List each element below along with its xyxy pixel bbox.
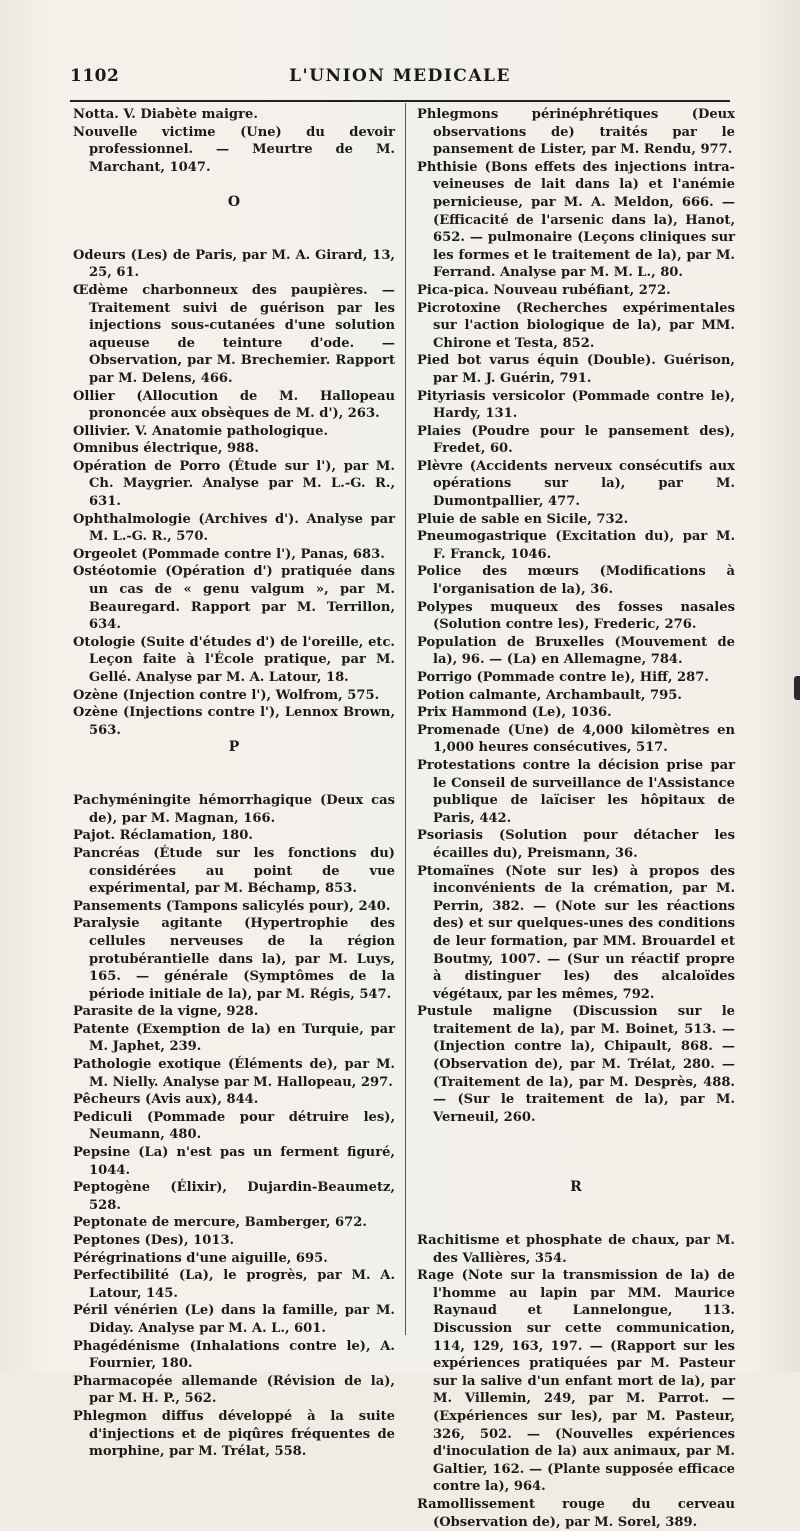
- section-letter-o: O: [227, 193, 241, 210]
- header-rule: [70, 100, 730, 102]
- index-entry: Pediculi (Pommade pour détruire les), Neumann, 480.: [73, 1109, 395, 1143]
- index-entry: Otologie (Suite d'études d') de l'oreille, etc. Leçon faite à l'École pratique, par M. Gellé. Analyse par M. A. Latour, 18.: [73, 634, 395, 685]
- index-entry: Pachyméningite hémorrhagique (Deux cas de), par M. Magnan, 166.: [73, 793, 395, 826]
- index-entry: Polypes muqueux des fosses nasales (Solution contre les), Frederic, 276.: [417, 599, 735, 633]
- index-entry: Pustule maligne (Discussion sur le traitement de la), par M. Boinet, 513. — (Injection contre la), Chipault, 868. — (Observation de), par M. Trélat, 280. — (Traitement de la), par M. Desprès, 488. — (Sur le traitement de la), par M. Verneuil, 260.: [417, 1004, 735, 1125]
- index-entry: Psoriasis (Solution pour détacher les écailles du), Preismann, 36.: [417, 828, 735, 861]
- index-entry: Ollier (Allocution de M. Hallopeau prononcée aux obsèques de M. d'), 263.: [73, 388, 395, 422]
- index-entry: Pansements (Tampons salicylés pour), 240.: [73, 898, 391, 914]
- index-entry: Peptones (Des), 1013.: [73, 1233, 235, 1248]
- index-entry: Œdème charbonneux des paupières. — Traitement suivi de guérison par les injections sous-cutanées d'une solution aqueuse de teinture d'ode. — Observation, par M. Brechemier. Rapport par M. Delens, 466.: [73, 282, 395, 386]
- index-entry: Ramollissement rouge du cerveau (Observation de), par M. Sorel, 389.: [417, 1496, 735, 1530]
- index-entry: Picrotoxine (Recherches expérimentales sur l'action biologique de la), par MM. Chirone et Testa, 852.: [417, 300, 735, 351]
- index-entry: Porrigo (Pommade contre le), Hiff, 287.: [417, 670, 709, 685]
- index-entry: Promenade (Une) de 4,000 kilomètres en 1,000 heures consécutives, 517.: [417, 722, 735, 756]
- index-entry: Population de Bruxelles (Mouvement de la), 96. — (La) en Allemagne, 784.: [417, 634, 735, 668]
- index-entry: Péril vénérien (Le) dans la famille, par M. Diday. Analyse par M. A. L., 601.: [73, 1303, 395, 1336]
- index-entry: Ptomaïnes (Note sur les) à propos des inconvénients de la crémation, par M. Perrin, 382. — (Note sur les réactions des) et sur quelques-unes des conditions de leur formation, par MM. Brouardel et Boutmy, 1007. — (Sur un réactif propre à distinguer les) des alcaloïdes végétaux, par les mêmes, 792.: [417, 863, 735, 1002]
- index-entry: Pneumogastrique (Excitation du), par M. F. Franck, 1046.: [417, 529, 735, 562]
- index-entry: Pérégrinations d'une aiguille, 695.: [73, 1250, 328, 1266]
- index-entry: Nouvelle victime (Une) du devoir professionnel. — Meurtre de M. Marchant, 1047.: [73, 124, 395, 175]
- index-entry: Pepsine (La) n'est pas un ferment figuré, 1044.: [73, 1145, 395, 1178]
- index-entry: Omnibus électrique, 988.: [73, 441, 259, 457]
- running-title: L'UNION MEDICALE: [289, 66, 511, 86]
- right-column: [417, 106, 735, 1530]
- index-entry: Pajot. Réclamation, 180.: [73, 828, 253, 844]
- index-entry: Peptonate de mercure, Bamberger, 672.: [73, 1215, 367, 1231]
- index-entry: Phthisie (Bons effets des injections intra-veineuses de lait dans la) et l'anémie pernicieuse, par M. A. Meldon, 666. — (Efficacité de l'arsenic dans la), Hanot, 652. — pulmonaire (Leçons cliniques sur les formes et le traitement de la), par M. Ferrand. Analyse par M. M. L., 80.: [417, 159, 735, 281]
- index-entry: Notta. V. Diabète maigre.: [73, 107, 258, 122]
- index-entry: Phlegmon diffus développé à la suite d'injections et de piqûres fréquentes de morphine, par M. Trélat, 558.: [73, 1408, 395, 1460]
- index-entry: Opération de Porro (Étude sur l'), par M. Ch. Maygrier. Analyse par M. L.-G. R., 631.: [73, 458, 395, 510]
- index-entry: Ostéotomie (Opération d') pratiquée dans un cas de « genu valgum », par M. Beauregard. Rapport par M. Terrillon, 634.: [73, 564, 395, 633]
- index-entry: Phagédénisme (Inhalations contre le), A. Fournier, 180.: [73, 1338, 395, 1372]
- page-edge-mark: [794, 676, 800, 700]
- index-entry: Ollivier. V. Anatomie pathologique.: [73, 423, 329, 439]
- index-entry: Odeurs (Les) de Paris, par M. A. Girard, 13, 25, 61.: [73, 247, 395, 281]
- index-entry: Police des mœurs (Modifications à l'organisation de la), 36.: [417, 564, 735, 598]
- index-entry: Plaies (Poudre pour le pansement des), Fredet, 60.: [417, 423, 735, 457]
- index-entry: Parasite de la vigne, 928.: [73, 1004, 259, 1020]
- section-letter-p: P: [228, 739, 240, 756]
- index-entry: Pluie de sable en Sicile, 732.: [417, 511, 629, 527]
- index-entry: Patente (Exemption de la) en Turquie, par M. Japhet, 239.: [73, 1021, 395, 1055]
- index-entry: Potion calmante, Archambault, 795.: [417, 687, 682, 703]
- section-letter-r: R: [570, 1179, 582, 1196]
- index-entry: Rachitisme et phosphate de chaux, par M. des Vallières, 354.: [417, 1233, 735, 1266]
- column-divider: [405, 103, 406, 1335]
- index-entry: Phlegmons périnéphrétiques (Deux observations de) traités par le pansement de Lister, par M. Rendu, 977.: [417, 107, 735, 158]
- index-entry: Plèvre (Accidents nerveux consécutifs aux opérations sur la), par M. Dumontpallier, 477.: [417, 458, 735, 510]
- index-entry: Paralysie agitante (Hypertrophie des cellules nerveuses de la région protubérantielle dans la), par M. Luys, 165. — générale (Symptômes de la période initiale de la), par M. Régis, 547.: [73, 916, 395, 1002]
- index-entry: Pharmacopée allemande (Révision de la), par M. H. P., 562.: [73, 1373, 395, 1407]
- index-entry: Pancréas (Étude sur les fonctions du) considérées au point de vue expérimental, par M. Béchamp, 853.: [73, 845, 395, 897]
- index-entry: Pêcheurs (Avis aux), 844.: [73, 1092, 259, 1108]
- left-column: [73, 106, 395, 1460]
- index-entry: Ophthalmologie (Archives d'). Analyse par M. L.-G. R., 570.: [73, 511, 395, 545]
- index-entry: Peptogène (Élixir), Dujardin-Beaumetz, 528.: [73, 1180, 395, 1213]
- index-entry: Protestations contre la décision prise par le Conseil de surveillance de l'Assistance publique de laïciser les hôpitaux de Paris, 442.: [417, 757, 735, 826]
- index-entry: Pica-pica. Nouveau rubéfiant, 272.: [417, 282, 671, 298]
- index-entry: Pathologie exotique (Éléments de), par M. M. Nielly. Analyse par M. Hallopeau, 297.: [73, 1057, 395, 1090]
- index-entry: Ozène (Injection contre l'), Wolfrom, 575.: [73, 687, 380, 703]
- page-header: [70, 62, 730, 94]
- index-entry: Ozène (Injections contre l'), Lennox Brown, 563.: [73, 705, 395, 738]
- index-entry: Orgeolet (Pommade contre l'), Panas, 683.: [73, 546, 385, 562]
- page-number: 1102: [70, 66, 120, 86]
- index-entry: Rage (Note sur la transmission de la) de l'homme au lapin par MM. Maurice Raynaud et Lannelongue, 113. Discussion sur cette communication, 114, 129, 163, 197. — (Rapport sur les expériences pratiquées par M. Pasteur sur la salive d'un enfant mort de la), par M. Villemin, 249, par M. Parrot. — (Expériences sur les), par M. Pasteur, 326, 502. — (Nouvelles expériences d'inoculation de la) aux animaux, par M. Galtier, 162. — (Plante supposée efficace contre la), 964.: [417, 1268, 735, 1495]
- index-entry: Prix Hammond (Le), 1036.: [417, 705, 612, 721]
- index-entry: Perfectibilité (La), le progrès, par M. A. Latour, 145.: [73, 1268, 395, 1301]
- index-entry: Pityriasis versicolor (Pommade contre le), Hardy, 131.: [417, 388, 735, 422]
- index-entry: Pied bot varus équin (Double). Guérison, par M. J. Guérin, 791.: [417, 353, 735, 386]
